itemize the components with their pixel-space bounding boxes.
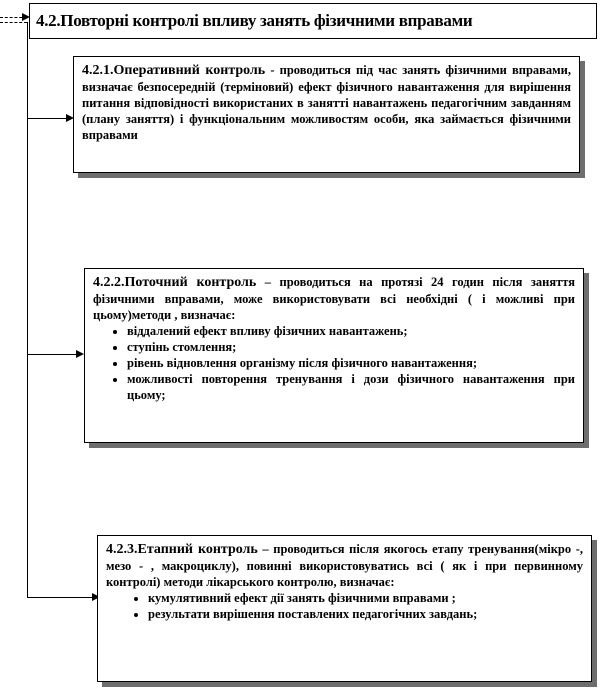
current-control-description: – проводиться на протязі 24 годин після заняття фізичними вправами, може використовувати всі необхідні ( і можливі при цьому)методи , визначає: — [93, 275, 575, 322]
list-item: • ступінь стомлення; — [127, 339, 575, 355]
section-title: 4.2.Повторні контролі впливу занять фізичними вправами — [36, 11, 473, 30]
arrow-line-cur — [27, 354, 78, 355]
operative-control-text — [82, 62, 571, 143]
list-item: • рівень відновлення організму після фізичного навантаження; — [127, 355, 575, 371]
operative-control-heading: 4.2.1.Оперативний контроль — [82, 63, 266, 78]
stage-control-heading: 4.2.3.Етапний контроль — [106, 542, 258, 557]
stage-control-text — [106, 541, 583, 590]
list-item: • кумулятивний ефект дії занять фізичними вправами ; — [148, 590, 583, 606]
left-dashed-line — [0, 22, 27, 23]
operative-control-description: - проводиться під час занять фізичними вправами, визначає безпосередній (терміновий) ефект фізичного навантаження для вирішення питання відповідності використаних в занятті навантажень педагогічним завданням (плану заняття) і функціональним можливостям особи, яка займається фізичними вправами — [82, 63, 571, 142]
section-title-box — [29, 3, 597, 39]
vertical-connector — [27, 22, 28, 598]
arrow-line-stage — [27, 597, 95, 598]
arrow-head-cur — [76, 350, 84, 358]
list-item: • результати вирішення поставлених педагогічних завдань; — [148, 606, 583, 622]
stage-control-box — [97, 535, 592, 682]
list-item: • можливості повторення тренування і дози фізичного навантаження при цьому; — [127, 371, 575, 403]
current-control-list — [93, 323, 575, 403]
current-control-heading: 4.2.2.Поточний контроль — [93, 275, 257, 290]
stage-control-description: – проводиться після якогось етапу тренування(мікро -, мезо - , макроциклу), повинні використовуватись всі ( як і при первинному контролі) методи лікарського контролю, визначає: — [106, 542, 583, 589]
operative-control-box — [73, 56, 580, 173]
current-control-text — [93, 274, 575, 323]
list-item: • віддалений ефект впливу фізичних навантажень; — [127, 323, 575, 339]
current-control-box — [84, 268, 584, 443]
stage-control-list — [106, 590, 583, 622]
